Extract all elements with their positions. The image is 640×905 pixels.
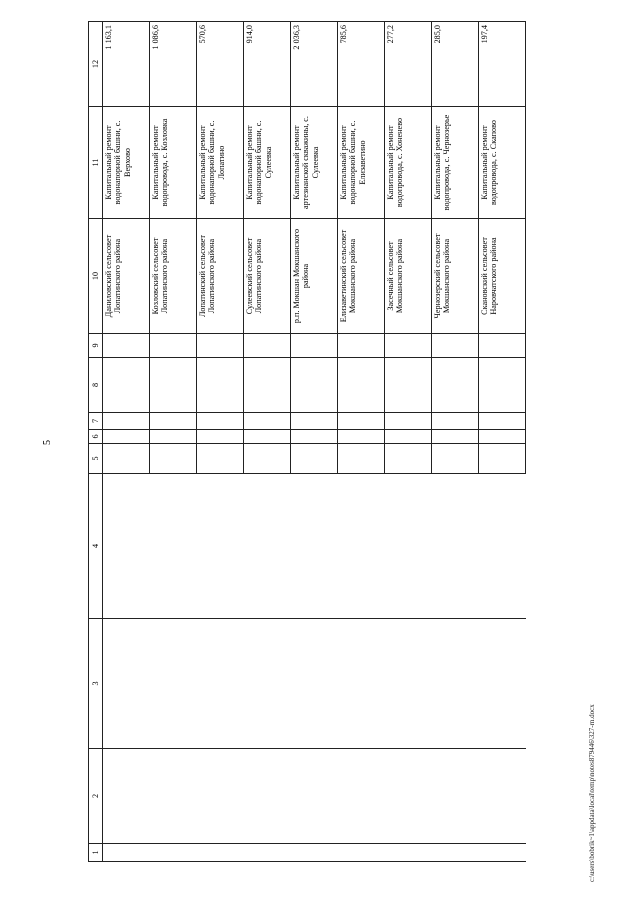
cell-col-12: 2 036,3 xyxy=(291,22,338,107)
empty-cell-col-1 xyxy=(291,844,338,862)
empty-cell-col-5 xyxy=(479,444,526,474)
cell-col-12: 277,2 xyxy=(385,22,432,107)
table-row xyxy=(338,22,385,862)
cell-col-12: 570,6 xyxy=(197,22,244,107)
empty-cell-col-4 xyxy=(244,474,291,619)
empty-cell-col-6 xyxy=(432,430,479,444)
header-col-6: 6 xyxy=(89,430,103,444)
empty-cell-col-7 xyxy=(432,413,479,430)
empty-cell-col-6 xyxy=(103,430,150,444)
empty-cell-col-7 xyxy=(197,413,244,430)
empty-cell-col-1 xyxy=(103,844,150,862)
table-row xyxy=(479,22,526,862)
empty-cell-col-3 xyxy=(479,619,526,749)
cell-col-12: 285,0 xyxy=(432,22,479,107)
empty-cell-col-5 xyxy=(244,444,291,474)
empty-cell-col-2 xyxy=(432,749,479,844)
cell-col-10: Елизаветинский сельсовет Мокшанского района xyxy=(338,219,385,334)
empty-cell-col-8 xyxy=(197,358,244,413)
empty-cell-col-5 xyxy=(150,444,197,474)
header-col-9: 9 xyxy=(89,334,103,358)
cell-col-11: Капитальный ремонт водонапорной башни, с. Сулеевка xyxy=(244,107,291,219)
cell-col-10: Скановский сельсовет Наровчатского района xyxy=(479,219,526,334)
empty-cell-col-7 xyxy=(385,413,432,430)
empty-cell-col-2 xyxy=(197,749,244,844)
empty-cell-col-2 xyxy=(103,749,150,844)
table-row xyxy=(385,22,432,862)
empty-cell-col-5 xyxy=(103,444,150,474)
empty-cell-col-4 xyxy=(385,474,432,619)
cell-col-11: Капитальный ремонт водопровода, с. Козловка xyxy=(150,107,197,219)
empty-cell-col-6 xyxy=(338,430,385,444)
empty-cell-col-6 xyxy=(150,430,197,444)
cell-col-11: Капитальный ремонт артезианской скважины, с. Сулеевка xyxy=(291,107,338,219)
cell-col-11: Капитальный ремонт водонапорной башни, с. Елизаветино xyxy=(338,107,385,219)
empty-cell-col-4 xyxy=(432,474,479,619)
empty-cell-col-8 xyxy=(338,358,385,413)
cell-col-12: 785,6 xyxy=(338,22,385,107)
empty-cell-col-2 xyxy=(338,749,385,844)
empty-cell-col-8 xyxy=(291,358,338,413)
empty-cell-col-1 xyxy=(385,844,432,862)
empty-cell-col-7 xyxy=(338,413,385,430)
header-col-5: 5 xyxy=(89,444,103,474)
cell-col-10: Засечный сельсовет Мокшанского района xyxy=(385,219,432,334)
header-col-10: 10 xyxy=(89,219,103,334)
empty-cell-col-6 xyxy=(479,430,526,444)
header-col-3: 3 xyxy=(89,619,103,749)
empty-cell-col-7 xyxy=(479,413,526,430)
empty-cell-col-2 xyxy=(150,749,197,844)
cell-col-10: Козловский сельсовет Лопатинского района xyxy=(150,219,197,334)
empty-cell-col-1 xyxy=(197,844,244,862)
empty-cell-col-9 xyxy=(197,334,244,358)
empty-cell-col-1 xyxy=(338,844,385,862)
empty-cell-col-9 xyxy=(244,334,291,358)
table-row xyxy=(244,22,291,862)
empty-cell-col-2 xyxy=(244,749,291,844)
empty-cell-col-4 xyxy=(150,474,197,619)
footer-file-path: c:\users\bobrik~1\appdata\local\temp\notes879446\327-rn.docx xyxy=(588,704,596,882)
empty-cell-col-7 xyxy=(103,413,150,430)
empty-cell-col-7 xyxy=(291,413,338,430)
empty-cell-col-1 xyxy=(432,844,479,862)
cell-col-11: Капитальный ремонт водопровода, с. Скаповo xyxy=(479,107,526,219)
empty-cell-col-7 xyxy=(150,413,197,430)
cell-col-12: 197,4 xyxy=(479,22,526,107)
empty-cell-col-2 xyxy=(291,749,338,844)
table-row xyxy=(291,22,338,862)
empty-cell-col-4 xyxy=(103,474,150,619)
empty-cell-col-9 xyxy=(479,334,526,358)
empty-cell-col-8 xyxy=(385,358,432,413)
header-col-1: 1 xyxy=(89,844,103,862)
empty-cell-col-7 xyxy=(244,413,291,430)
empty-cell-col-4 xyxy=(479,474,526,619)
empty-cell-col-3 xyxy=(197,619,244,749)
empty-cell-col-3 xyxy=(385,619,432,749)
cell-col-10: Даниловский сельсовет Лопатинского района xyxy=(103,219,150,334)
empty-cell-col-9 xyxy=(385,334,432,358)
header-row xyxy=(89,22,103,862)
empty-cell-col-4 xyxy=(338,474,385,619)
cell-col-12: 1 086,6 xyxy=(150,22,197,107)
header-col-7: 7 xyxy=(89,413,103,430)
empty-cell-col-9 xyxy=(432,334,479,358)
empty-cell-col-3 xyxy=(291,619,338,749)
table-row xyxy=(150,22,197,862)
empty-cell-col-8 xyxy=(244,358,291,413)
empty-cell-col-8 xyxy=(150,358,197,413)
header-col-2: 2 xyxy=(89,749,103,844)
empty-cell-col-5 xyxy=(338,444,385,474)
header-col-8: 8 xyxy=(89,358,103,413)
table-row xyxy=(432,22,479,862)
empty-cell-col-9 xyxy=(150,334,197,358)
empty-cell-col-5 xyxy=(197,444,244,474)
cell-col-11: Капитальный ремонт водопровода, с. Чернозерье xyxy=(432,107,479,219)
cell-col-11: Капитальный ремонт водопровода, с. Хоненево xyxy=(385,107,432,219)
empty-cell-col-8 xyxy=(103,358,150,413)
empty-cell-col-5 xyxy=(385,444,432,474)
empty-cell-col-5 xyxy=(291,444,338,474)
empty-cell-col-3 xyxy=(338,619,385,749)
empty-cell-col-9 xyxy=(338,334,385,358)
rotated-table-wrapper xyxy=(88,21,526,862)
empty-cell-col-6 xyxy=(385,430,432,444)
empty-cell-col-3 xyxy=(432,619,479,749)
empty-cell-col-1 xyxy=(244,844,291,862)
header-col-12: 12 xyxy=(89,22,103,107)
cell-col-12: 1 163,1 xyxy=(103,22,150,107)
cell-col-10: Чернозерский сельсовет Мокшанского района xyxy=(432,219,479,334)
empty-cell-col-5 xyxy=(432,444,479,474)
cell-col-12: 914,0 xyxy=(244,22,291,107)
cell-col-11: Капитальный ремонт водонапорной башни, с. Лопатино xyxy=(197,107,244,219)
empty-cell-col-3 xyxy=(150,619,197,749)
empty-cell-col-3 xyxy=(244,619,291,749)
empty-cell-col-3 xyxy=(103,619,150,749)
table-row xyxy=(103,22,150,862)
empty-cell-col-8 xyxy=(479,358,526,413)
empty-cell-col-1 xyxy=(150,844,197,862)
empty-cell-col-9 xyxy=(291,334,338,358)
header-col-4: 4 xyxy=(89,474,103,619)
empty-cell-col-2 xyxy=(385,749,432,844)
empty-cell-col-1 xyxy=(479,844,526,862)
data-table xyxy=(88,21,526,862)
cell-col-11: Капитальный ремонт водонапорной башни, с. Верхово xyxy=(103,107,150,219)
empty-cell-col-6 xyxy=(197,430,244,444)
page-number: 5 xyxy=(42,440,53,445)
empty-cell-col-6 xyxy=(291,430,338,444)
empty-cell-col-2 xyxy=(479,749,526,844)
empty-cell-col-9 xyxy=(103,334,150,358)
cell-col-10: Сулеевский сельсовет Лопатинского района xyxy=(244,219,291,334)
empty-cell-col-6 xyxy=(244,430,291,444)
empty-cell-col-4 xyxy=(291,474,338,619)
empty-cell-col-8 xyxy=(432,358,479,413)
cell-col-10: р.п. Мокшан Мокшанского района xyxy=(291,219,338,334)
cell-col-10: Лопатинский сельсовет Лопатинского района xyxy=(197,219,244,334)
table-row xyxy=(197,22,244,862)
empty-cell-col-4 xyxy=(197,474,244,619)
header-col-11: 11 xyxy=(89,107,103,219)
